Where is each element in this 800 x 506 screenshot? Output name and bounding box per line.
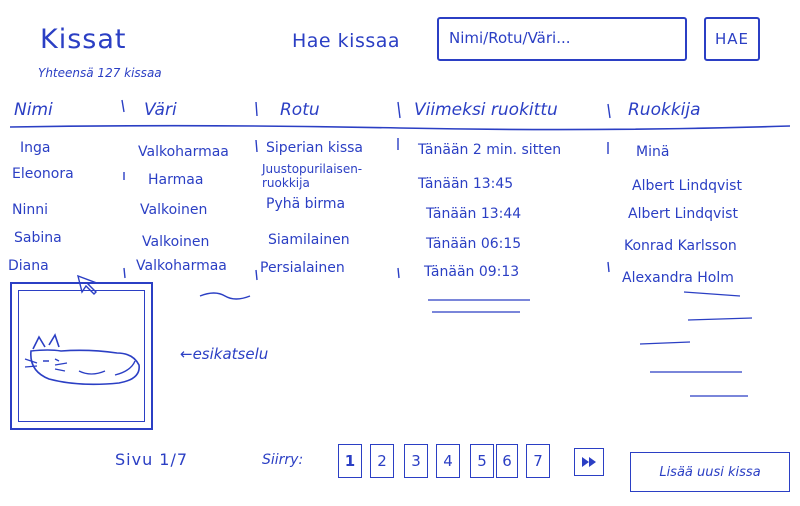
table-row-1-last-fed: Tänään 2 min. sitten — [418, 142, 562, 158]
cat-preview — [10, 282, 153, 430]
preview-label — [180, 345, 268, 363]
table-row-1-breed: Siperian kissa — [266, 140, 363, 156]
table-row-2-color: Harmaa — [148, 172, 204, 188]
cat-icon — [19, 291, 146, 423]
page-title: Kissat — [40, 24, 127, 55]
column-header-name[interactable]: Nimi — [14, 100, 53, 120]
table-row-5-breed: Persialainen — [260, 260, 345, 276]
column-header-feeder[interactable]: Ruokkija — [628, 100, 701, 120]
table-row-3-name[interactable]: Ninni — [12, 202, 48, 218]
next-page-button[interactable] — [574, 448, 604, 476]
column-header-last-fed[interactable]: Viimeksi ruokittu — [414, 100, 558, 120]
total-count: Yhteensä 127 kissaa — [38, 66, 162, 80]
search-input[interactable] — [437, 17, 687, 61]
table-row-1-color: Valkoharmaa — [138, 144, 229, 160]
table-row-2-feeder: Albert Lindqvist — [632, 178, 742, 194]
page-button-2[interactable]: 2 — [370, 444, 394, 478]
table-row-3-breed: Pyhä birma — [266, 196, 346, 212]
table-row-4-last-fed: Tänään 06:15 — [426, 236, 522, 252]
search-label: Hae kissaa — [292, 30, 401, 52]
table-row-3-last-fed: Tänään 13:44 — [426, 206, 522, 222]
table-row-2-last-fed: Tänään 13:45 — [418, 176, 514, 192]
table-row-5-name[interactable]: Diana — [8, 258, 49, 274]
preview-frame — [18, 290, 145, 422]
page-button-7[interactable]: 7 — [526, 444, 550, 478]
jump-label: Siirry: — [262, 452, 304, 468]
table-row-2-name[interactable]: Eleonora — [12, 166, 74, 182]
table-row-5-last-fed: Tänään 09:13 — [424, 264, 520, 280]
table-row-4-color: Valkoinen — [142, 234, 210, 250]
add-cat-button[interactable]: Lisää uusi kissa — [630, 452, 790, 492]
table-row-5-feeder: Alexandra Holm — [622, 270, 734, 286]
search-button[interactable]: HAE — [704, 17, 760, 61]
table-row-3-feeder: Albert Lindqvist — [628, 206, 738, 222]
page-button-4[interactable]: 4 — [436, 444, 460, 478]
fast-forward-icon — [580, 456, 598, 468]
table-row-2-breed: Juustopurilaisen-ruokkija — [262, 162, 363, 190]
arrow-left-icon: ← — [180, 345, 193, 363]
page-button-5[interactable]: 5 — [470, 444, 494, 478]
table-row-3-color: Valkoinen — [140, 202, 208, 218]
column-header-color[interactable]: Väri — [144, 100, 177, 120]
page-button-1[interactable]: 1 — [338, 444, 362, 478]
page-info: Sivu 1/7 — [115, 450, 189, 469]
page-button-3[interactable]: 3 — [404, 444, 428, 478]
table-row-4-feeder: Konrad Karlsson — [624, 238, 737, 254]
table-row-4-breed: Siamilainen — [268, 232, 350, 248]
table-row-4-name[interactable]: Sabina — [14, 230, 62, 246]
table-row-5-color: Valkoharmaa — [136, 258, 227, 274]
preview-label-text: esikatselu — [192, 345, 269, 363]
table-row-1-feeder: Minä — [636, 144, 670, 160]
table-row-1-name[interactable]: Inga — [20, 140, 51, 156]
page-button-6[interactable]: 6 — [496, 444, 518, 478]
search-placeholder: Nimi/Rotu/Väri... — [449, 29, 571, 47]
column-header-breed[interactable]: Rotu — [280, 100, 320, 120]
